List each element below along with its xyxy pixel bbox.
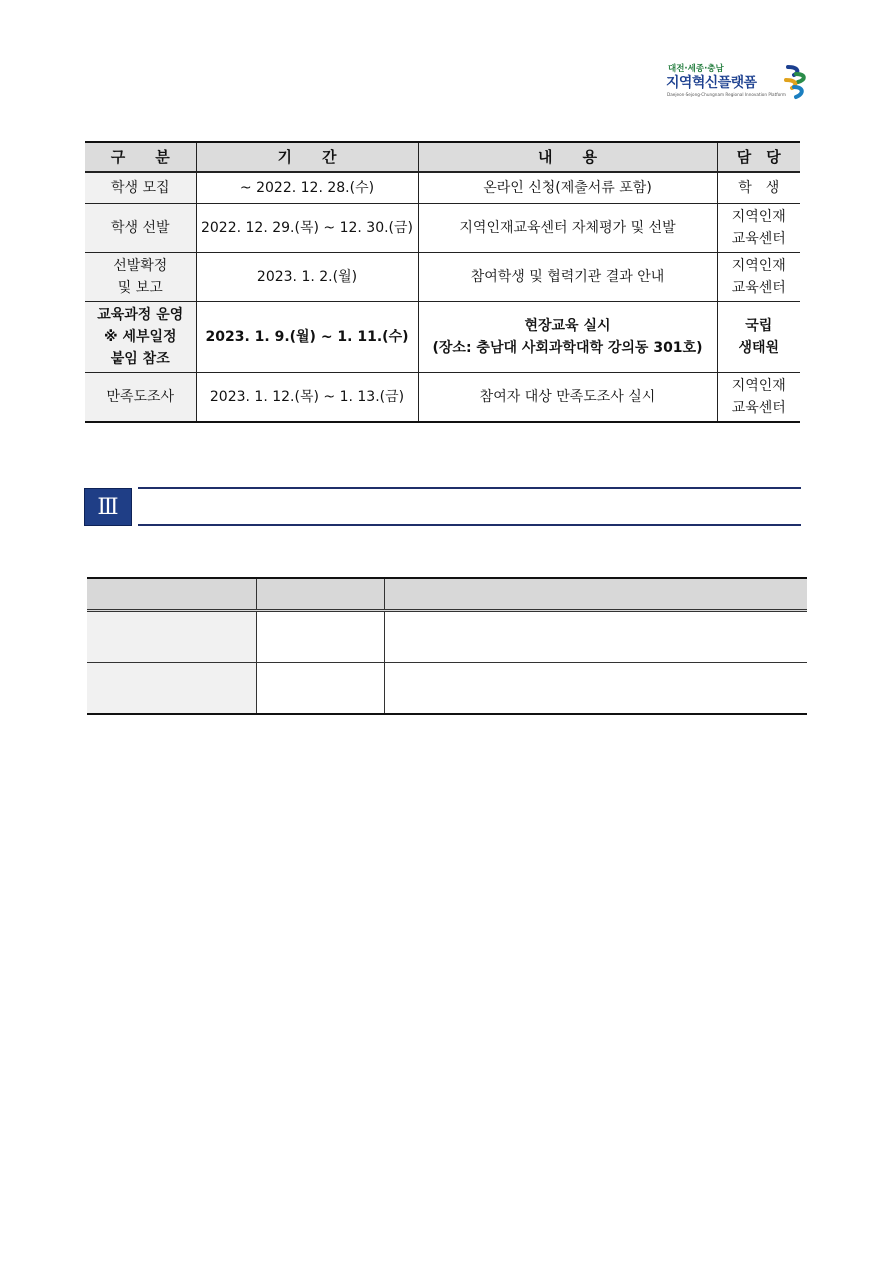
row-category (85, 302, 196, 373)
row-content (418, 172, 717, 204)
logo-english: Daejeon·Sejong·Chungnam Regional Innovation Platform (667, 92, 786, 97)
row-content-line: 참여자 대상 만족도조사 실시 (479, 389, 656, 405)
blank-cell (384, 611, 807, 663)
row-content-line: 온라인 신청(제출서류 포함) (483, 180, 652, 196)
row-owner-line: 교육센터 (731, 400, 786, 416)
table-row (85, 373, 800, 423)
row-category-line: 선발확정 (113, 258, 168, 274)
schedule-header-row (85, 142, 800, 172)
blank-cell (87, 611, 256, 663)
row-category-line: 학생 선발 (110, 220, 170, 236)
platform-logo (666, 62, 811, 104)
row-content (418, 373, 717, 423)
row-period-line: 2023. 1. 12.(목) ~ 1. 13.(금) (209, 389, 405, 405)
row-owner-line: 교육센터 (731, 280, 786, 296)
row-category-line: 및 보고 (117, 280, 163, 296)
row-content (418, 253, 717, 302)
row-period (196, 204, 418, 253)
logo-name: 지역혁신플랫폼 (666, 75, 757, 91)
row-period-line: 2023. 1. 2.(월) (256, 269, 358, 285)
blank-header-row (87, 578, 807, 611)
row-category (85, 172, 196, 204)
section-rule-bottom (138, 524, 801, 526)
row-category (85, 253, 196, 302)
table-row (87, 611, 807, 663)
row-period-line: 2022. 12. 29.(목) ~ 12. 30.(금) (200, 220, 413, 236)
row-content (418, 302, 717, 373)
row-content (418, 204, 717, 253)
row-owner-line: 학 생 (738, 180, 780, 196)
blank-header-cell (384, 578, 807, 611)
row-period (196, 302, 418, 373)
row-owner-line: 국립 (745, 318, 773, 334)
table-row (85, 172, 800, 204)
row-category-line: 교육과정 운영 (97, 307, 184, 323)
section-number-badge: Ⅲ (84, 488, 132, 526)
header-content: 내 용 (418, 142, 717, 172)
row-period-line: ~ 2022. 12. 28.(수) (239, 180, 375, 196)
blank-cell (87, 663, 256, 715)
row-owner-line: 지역인재 (731, 209, 786, 225)
row-owner (717, 302, 800, 373)
row-category (85, 373, 196, 423)
row-content-line: (장소: 충남대 사회과학대학 강의동 301호) (432, 340, 703, 356)
header-owner: 담 당 (717, 142, 800, 172)
row-owner (717, 373, 800, 423)
table-row (87, 663, 807, 715)
row-content-line: 참여학생 및 협력기관 결과 안내 (470, 269, 665, 285)
row-category (85, 204, 196, 253)
schedule-table (85, 141, 800, 423)
section-rule-top (138, 487, 801, 489)
row-owner (717, 204, 800, 253)
header-period: 기 간 (196, 142, 418, 172)
row-owner-line: 지역인재 (731, 378, 786, 394)
row-period (196, 172, 418, 204)
row-category-line: 만족도조사 (106, 389, 175, 405)
row-category-line: 붙임 참조 (110, 351, 170, 367)
row-period (196, 373, 418, 423)
table-row (85, 302, 800, 373)
row-category-line: 학생 모집 (110, 180, 170, 196)
row-owner (717, 172, 800, 204)
blank-cell (256, 663, 384, 715)
row-category-line: ※ 세부일정 (103, 329, 177, 345)
table-row (85, 253, 800, 302)
row-owner-line: 지역인재 (731, 258, 786, 274)
row-owner-line: 교육센터 (731, 231, 786, 247)
logo-mark-icon (782, 64, 808, 100)
row-period-line: 2023. 1. 9.(월) ~ 1. 11.(수) (205, 329, 409, 345)
row-content-line: 현장교육 실시 (524, 318, 611, 334)
blank-header-cell (256, 578, 384, 611)
row-content-line: 지역인재교육센터 자체평가 및 선발 (459, 220, 676, 236)
row-period (196, 253, 418, 302)
row-owner (717, 253, 800, 302)
logo-region: 대전·세종·충남 (668, 64, 724, 74)
row-owner-line: 생태원 (738, 340, 780, 356)
header-category: 구 분 (85, 142, 196, 172)
table-row (85, 204, 800, 253)
blank-table (87, 577, 807, 715)
blank-cell (256, 611, 384, 663)
blank-header-cell (87, 578, 256, 611)
blank-cell (384, 663, 807, 715)
